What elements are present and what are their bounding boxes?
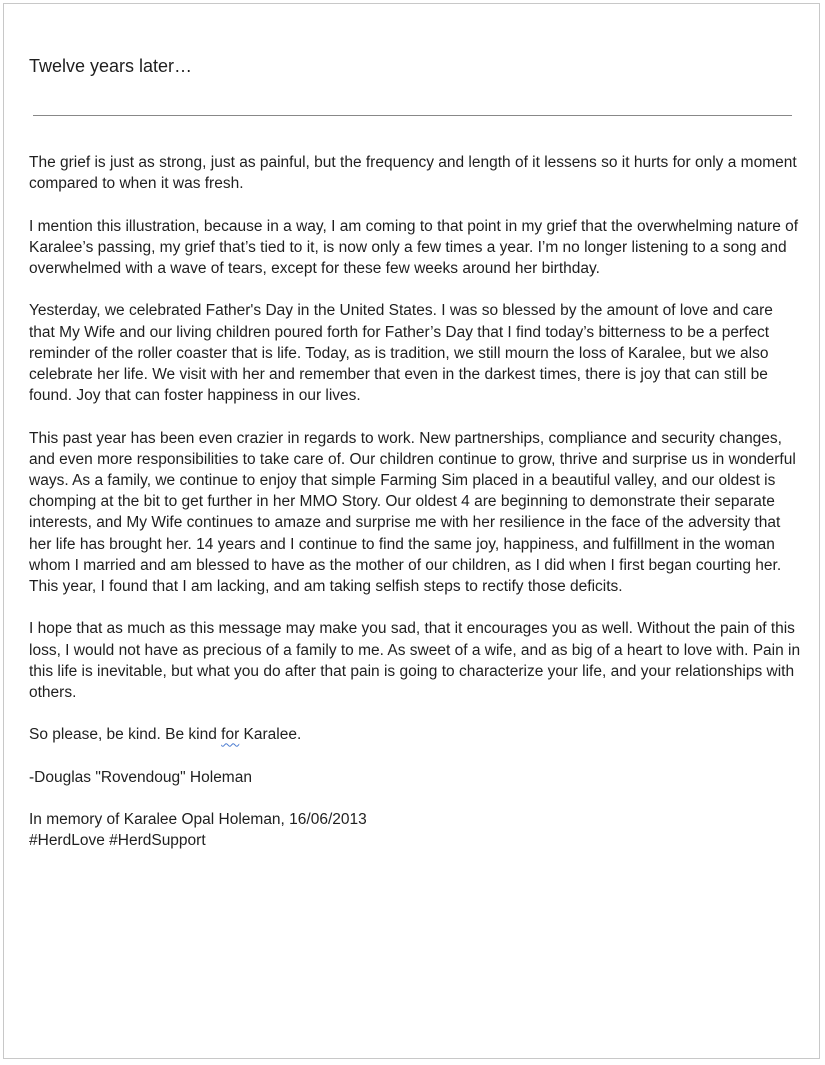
paragraph-4: This past year has been even crazier in regards to work. New partnerships, compliance and security changes, and even more responsibilities to take care of. Our children continue to grow, thrive and surprise us in wonderful ways. As a family, we continue to enjoy that simple Farming Sim placed in a beautiful valley, and our oldest is chomping at the bit to get further in her MMO Story. Our oldest 4 are beginning to demonstrate their separate interests, and My Wife continues to amaze and surprise me with her resilience in the face of the adversity that her life has brought her. 14 years and I continue to find the same joy, happiness, and fulfillment in the woman whom I married and am blessed to have as the mother of our children, as I did when I first began courting her. This year, I found that I am lacking, and am taking selfish steps to rectify those deficits.: [29, 429, 796, 596]
spellcheck-flagged-word[interactable]: for: [221, 726, 240, 744]
paragraph-5: I hope that as much as this message may make you sad, that it encourages you as well. Without the pain of this loss, I would not have as precious of a family to me. As sweet of a wife, and as big of a heart to love with. Pain in this life is inevitable, but what you do after that pain is going to characterize your life, and your relationships with others.: [29, 620, 801, 702]
document-title: Twelve years later…: [29, 56, 193, 76]
hashtags: #HerdLove #HerdSupport: [29, 832, 206, 850]
paragraph-2: I mention this illustration, because in a way, I am coming to that point in my grief that the overwhelming nature of Karalee’s passing, my grief that’s tied to it, is now only a few times a year. I’m no longer listening to a song and overwhelmed with a wave of tears, except for these few weeks around her birthday.: [29, 217, 799, 277]
document-body[interactable]: [29, 152, 801, 852]
paragraph-1: The grief is just as strong, just as painful, but the frequency and length of it lessens so it hurts for only a moment compared to when it was fresh.: [29, 154, 797, 193]
horizontal-divider: [33, 115, 792, 116]
paragraph-3: Yesterday, we celebrated Father's Day in the United States. I was so blessed by the amount of love and care that My Wife and our living children poured forth for Father’s Day that I find today’s bitterness to be a perfect reminder of the roller coaster that is life. Today, as is tradition, we still mourn the loss of Karalee, but we also celebrate her life. We visit with her and remember that even in the darkest times, there is joy that can still be found. Joy that can foster happiness in our lives.: [29, 302, 773, 405]
closing-text-after: Karalee.: [239, 726, 302, 744]
closing-text-before: So please, be kind. Be kind: [29, 726, 222, 744]
closing-line: [29, 724, 801, 745]
memorial-line: In memory of Karalee Opal Holeman, 16/06/2013: [29, 811, 367, 829]
signature: -Douglas "Rovendoug" Holeman: [29, 768, 252, 786]
document-page: [3, 3, 820, 1059]
